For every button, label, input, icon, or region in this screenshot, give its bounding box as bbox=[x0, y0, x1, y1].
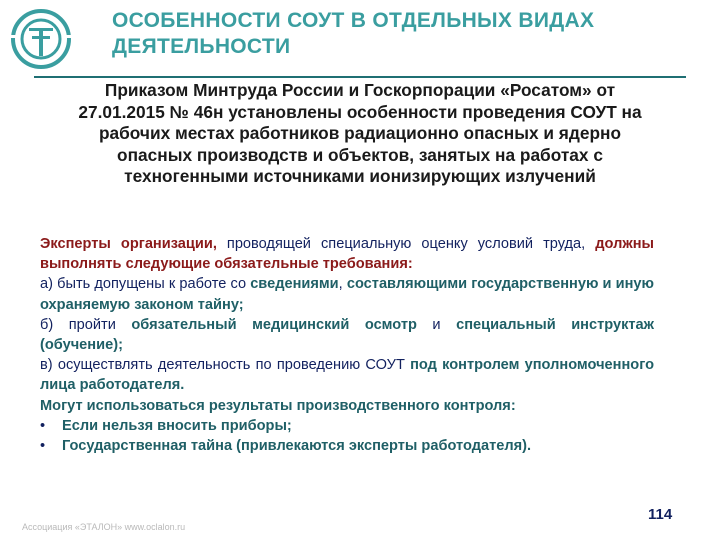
body-text bbox=[40, 234, 654, 456]
bullet-icon: • bbox=[40, 417, 46, 434]
requirements-label: должны выполнять следующие обязательные требования: bbox=[40, 236, 654, 273]
experts-text: проводящей специальную оценку условий труда, bbox=[216, 236, 586, 252]
experts-label: Эксперты организации, bbox=[40, 236, 217, 252]
requirement-c-keyword: под контролем уполномоченного лица работодателя. bbox=[40, 357, 654, 394]
title-line-1: ОСОБЕННОСТИ СОУТ В ОТДЕЛЬНЫХ ВИДАХ bbox=[112, 9, 595, 32]
subtitle-line-1: Приказом Минтруда России и Госкорпорации «Росатом» от bbox=[104, 80, 616, 100]
requirement-a-comma: , bbox=[338, 276, 347, 293]
list-item bbox=[40, 416, 654, 436]
page-title bbox=[112, 8, 702, 60]
requirement-b bbox=[40, 315, 654, 355]
list-item bbox=[40, 436, 654, 456]
requirement-c bbox=[40, 355, 654, 395]
list-item-text: Если нельзя вносить приборы; bbox=[62, 417, 292, 434]
title-divider bbox=[34, 76, 686, 78]
footer-text: Ассоциация «ЭТАЛОН» www.oclalon.ru bbox=[22, 522, 186, 532]
requirement-a bbox=[40, 274, 654, 314]
requirement-b-keyword: обязательный медицинский осмотр bbox=[131, 316, 417, 333]
subtitle bbox=[20, 80, 700, 188]
requirement-b-keyword-2: специальный инструктаж (обучение); bbox=[40, 316, 655, 354]
requirement-b-and: и bbox=[416, 316, 457, 333]
requirement-a-keyword: сведениями bbox=[250, 276, 339, 293]
requirement-a-keyword-2: составляющими государственную и иную охраняемую законом тайну; bbox=[40, 276, 654, 313]
subtitle-line-2: 27.01.2015 № 46н установлены особенности проведения СОУТ на bbox=[78, 101, 642, 122]
subtitle-line-3: рабочих местах работников радиационно опасных и ядерно bbox=[98, 123, 622, 143]
list-item-text: Государственная тайна (привлекаются эксперты работодателя). bbox=[62, 438, 532, 455]
page-number: 114 bbox=[648, 506, 673, 523]
requirement-a-text: а) быть допущены к работе со bbox=[40, 276, 251, 293]
production-control-note: Могут использоваться результаты производственного контроля: bbox=[40, 397, 516, 414]
requirement-c-text: в) осуществлять деятельность по проведению СОУТ bbox=[40, 357, 411, 374]
subtitle-line-4: опасных производств и объектов, занятых на работах с bbox=[117, 144, 603, 165]
logo bbox=[8, 6, 98, 72]
subtitle-line-5: техногенными источниками ионизирующих излучений bbox=[124, 166, 596, 186]
etalon-logo-icon bbox=[8, 6, 98, 72]
bullet-icon: • bbox=[40, 438, 46, 455]
title-line-2: ДЕЯТЕЛЬНОСТИ bbox=[112, 35, 291, 58]
requirement-b-text: б) пройти bbox=[40, 316, 132, 333]
paragraph-experts bbox=[40, 234, 654, 274]
